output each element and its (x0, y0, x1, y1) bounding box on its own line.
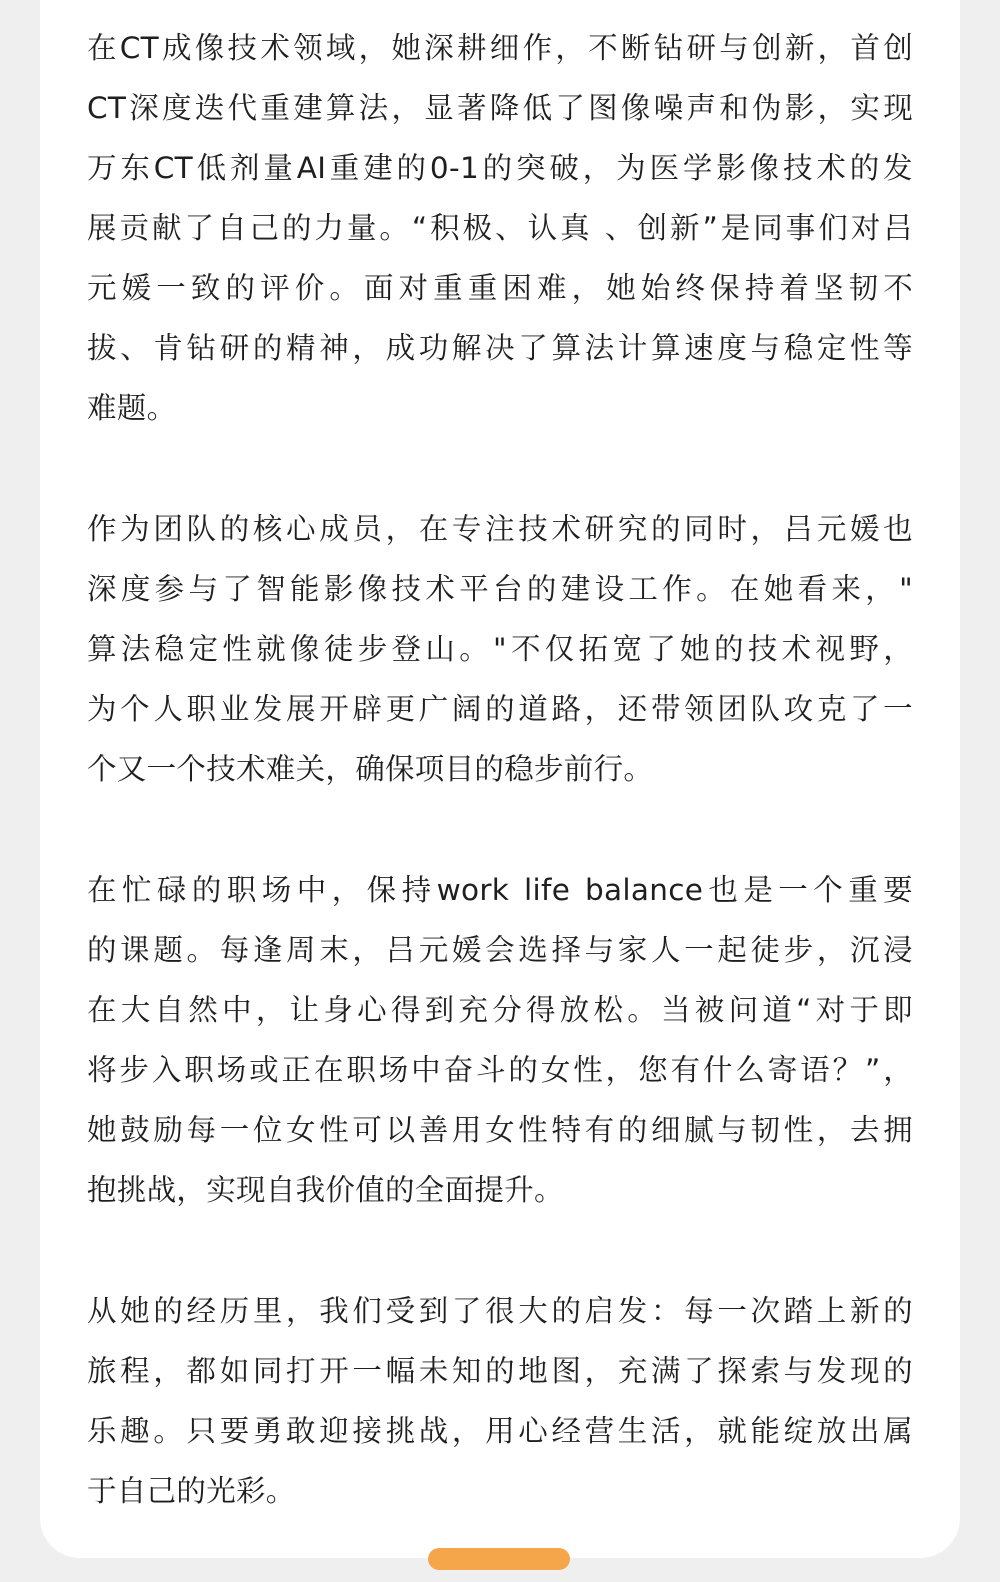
text-line: 拔、肯钻研的精神，成功解决了算法计算速度与稳定性等 (87, 331, 913, 365)
text-line: 她鼓励每一位女性可以善用女性特有的细腻与韧性，去拥 (87, 1113, 913, 1147)
text-line: 深度参与了智能影像技术平台的建设工作。在她看来，" (87, 572, 913, 606)
text-line: 的课题。每逢周末，吕元媛会选择与家人一起徒步，沉浸 (87, 933, 913, 967)
paragraph-3 (87, 860, 913, 1220)
paragraph-4 (87, 1281, 913, 1521)
text-line: 在CT成像技术领域，她深耕细作，不断钻研与创新，首创 (87, 31, 913, 65)
text-line: 元媛一致的评价。面对重重困难，她始终保持着坚韧不 (87, 271, 913, 305)
paragraph-2 (87, 499, 913, 799)
text-line: 抱挑战，实现自我价值的全面提升。 (87, 1173, 564, 1207)
text-line: 从她的经历里，我们受到了很大的启发：每一次踏上新的 (87, 1294, 913, 1328)
text-line: 于自己的光彩。 (87, 1474, 296, 1508)
text-line: 展贡献了自己的力量。“积极、认真 、创新”是同事们对吕 (87, 211, 913, 245)
scroll-handle[interactable] (428, 1548, 570, 1570)
text-line: CT深度迭代重建算法，显著降低了图像噪声和伪影，实现 (87, 91, 913, 125)
text-line: 作为团队的核心成员，在专注技术研究的同时，吕元媛也 (87, 512, 913, 546)
text-line: 个又一个技术难关，确保项目的稳步前行。 (87, 752, 654, 786)
text-line: 将步入职场或正在职场中奋斗的女性，您有什么寄语？”， (87, 1053, 913, 1087)
text-line: 万东CT低剂量AI重建的0-1的突破，为医学影像技术的发 (87, 151, 913, 185)
text-line: 乐趣。只要勇敢迎接挑战，用心经营生活，就能绽放出属 (87, 1414, 913, 1448)
text-line: 为个人职业发展开辟更广阔的道路，还带领团队攻克了一 (87, 692, 913, 726)
text-line: 在忙碌的职场中，保持work life balance也是一个重要 (87, 873, 913, 907)
paragraph-1 (87, 18, 913, 438)
article-body (87, 18, 913, 1582)
text-line: 旅程，都如同打开一幅未知的地图，充满了探索与发现的 (87, 1354, 913, 1388)
text-line: 在大自然中，让身心得到充分得放松。当被问道“对于即 (87, 993, 913, 1027)
text-line: 算法稳定性就像徒步登山。"不仅拓宽了她的技术视野， (87, 632, 913, 666)
text-line: 难题。 (87, 391, 177, 425)
